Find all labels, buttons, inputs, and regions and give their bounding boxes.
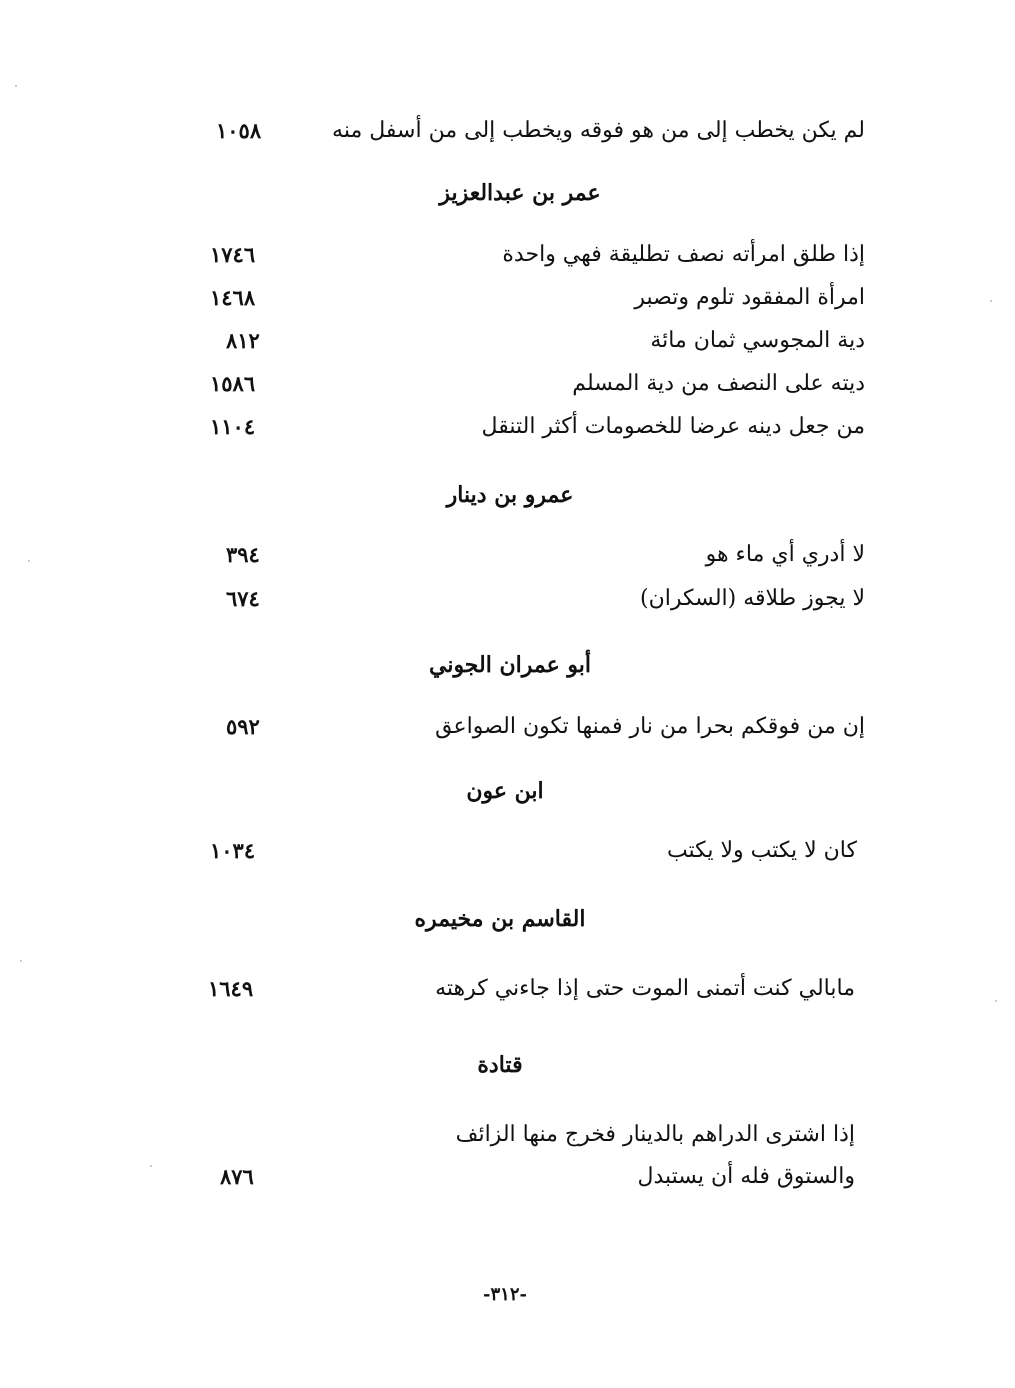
scan-speck bbox=[15, 85, 17, 87]
index-entry bbox=[0, 240, 1015, 274]
index-entry bbox=[0, 584, 1015, 618]
index-entry bbox=[0, 283, 1015, 317]
section-heading: قتادة bbox=[477, 1052, 523, 1078]
section-heading: القاسم بن مخيمره bbox=[414, 906, 586, 932]
entry-page-number: ١٥٨٦ bbox=[210, 371, 256, 396]
entry-page-number: ٨٧٦ bbox=[220, 1164, 254, 1189]
entry-text: مابالي كنت أتمنى الموت حتى إذا جاءني كرهته bbox=[435, 976, 855, 1001]
entry-text: لا أدري أي ماء هو bbox=[705, 542, 865, 567]
section-heading: أبو عمران الجوني bbox=[428, 652, 591, 678]
index-entry bbox=[0, 1162, 1015, 1196]
entry-page-number: ١١٠٤ bbox=[210, 414, 256, 439]
entry-text: إذا طلق امرأته نصف تطليقة فهي واحدة bbox=[502, 242, 865, 267]
entry-text: امرأة المفقود تلوم وتصبر bbox=[634, 285, 865, 310]
index-entry bbox=[0, 540, 1015, 574]
section-heading: عمرو بن دينار bbox=[446, 482, 574, 508]
entry-page-number: ١٠٣٤ bbox=[210, 838, 256, 863]
index-entry bbox=[0, 712, 1015, 746]
entry-text: إن من فوقكم بحرا من نار فمنها تكون الصواعق bbox=[435, 714, 865, 739]
entry-text: إذا اشترى الدراهم بالدينار فخرج منها الزائف bbox=[455, 1122, 855, 1147]
entry-page-number: ٣٩٤ bbox=[226, 542, 260, 567]
entry-text: ديته على النصف من دية المسلم bbox=[572, 371, 865, 396]
index-entry bbox=[0, 116, 1015, 150]
entry-page-number: ٥٩٢ bbox=[226, 714, 260, 739]
scan-speck bbox=[990, 300, 992, 302]
entry-text: لم يكن يخطب إلى من هو فوقه ويخطب إلى من أسفل منه bbox=[332, 118, 865, 143]
page-number: -٣١٢- bbox=[483, 1284, 527, 1305]
scan-speck bbox=[20, 960, 22, 962]
scan-speck bbox=[28, 560, 30, 562]
index-entry bbox=[0, 836, 1015, 870]
index-entry bbox=[0, 1120, 1015, 1154]
entry-page-number: ٨١٢ bbox=[226, 328, 260, 353]
scan-speck bbox=[150, 1165, 152, 1167]
index-entry bbox=[0, 326, 1015, 360]
entry-text: من جعل دينه عرضا للخصومات أكثر التنقل bbox=[481, 414, 865, 439]
entry-page-number: ١٦٤٩ bbox=[208, 976, 254, 1001]
entry-text: دية المجوسي ثمان مائة bbox=[650, 328, 865, 353]
entry-text: والستوق فله أن يستبدل bbox=[637, 1164, 855, 1189]
entry-page-number: ٦٧٤ bbox=[226, 586, 260, 611]
index-entry bbox=[0, 369, 1015, 403]
section-heading: عمر بن عبدالعزيز bbox=[439, 180, 601, 206]
entry-text: لا يجوز طلاقه (السكران) bbox=[640, 586, 865, 611]
index-entry bbox=[0, 974, 1015, 1008]
scan-speck bbox=[995, 1000, 997, 1002]
section-heading: ابن عون bbox=[466, 778, 544, 804]
entry-page-number: ١٧٤٦ bbox=[210, 242, 256, 267]
entry-text: كان لا يكتب ولا يكتب bbox=[666, 838, 857, 863]
index-entry bbox=[0, 412, 1015, 446]
entry-page-number: ١٠٥٨ bbox=[216, 118, 262, 143]
entry-page-number: ١٤٦٨ bbox=[210, 285, 256, 310]
